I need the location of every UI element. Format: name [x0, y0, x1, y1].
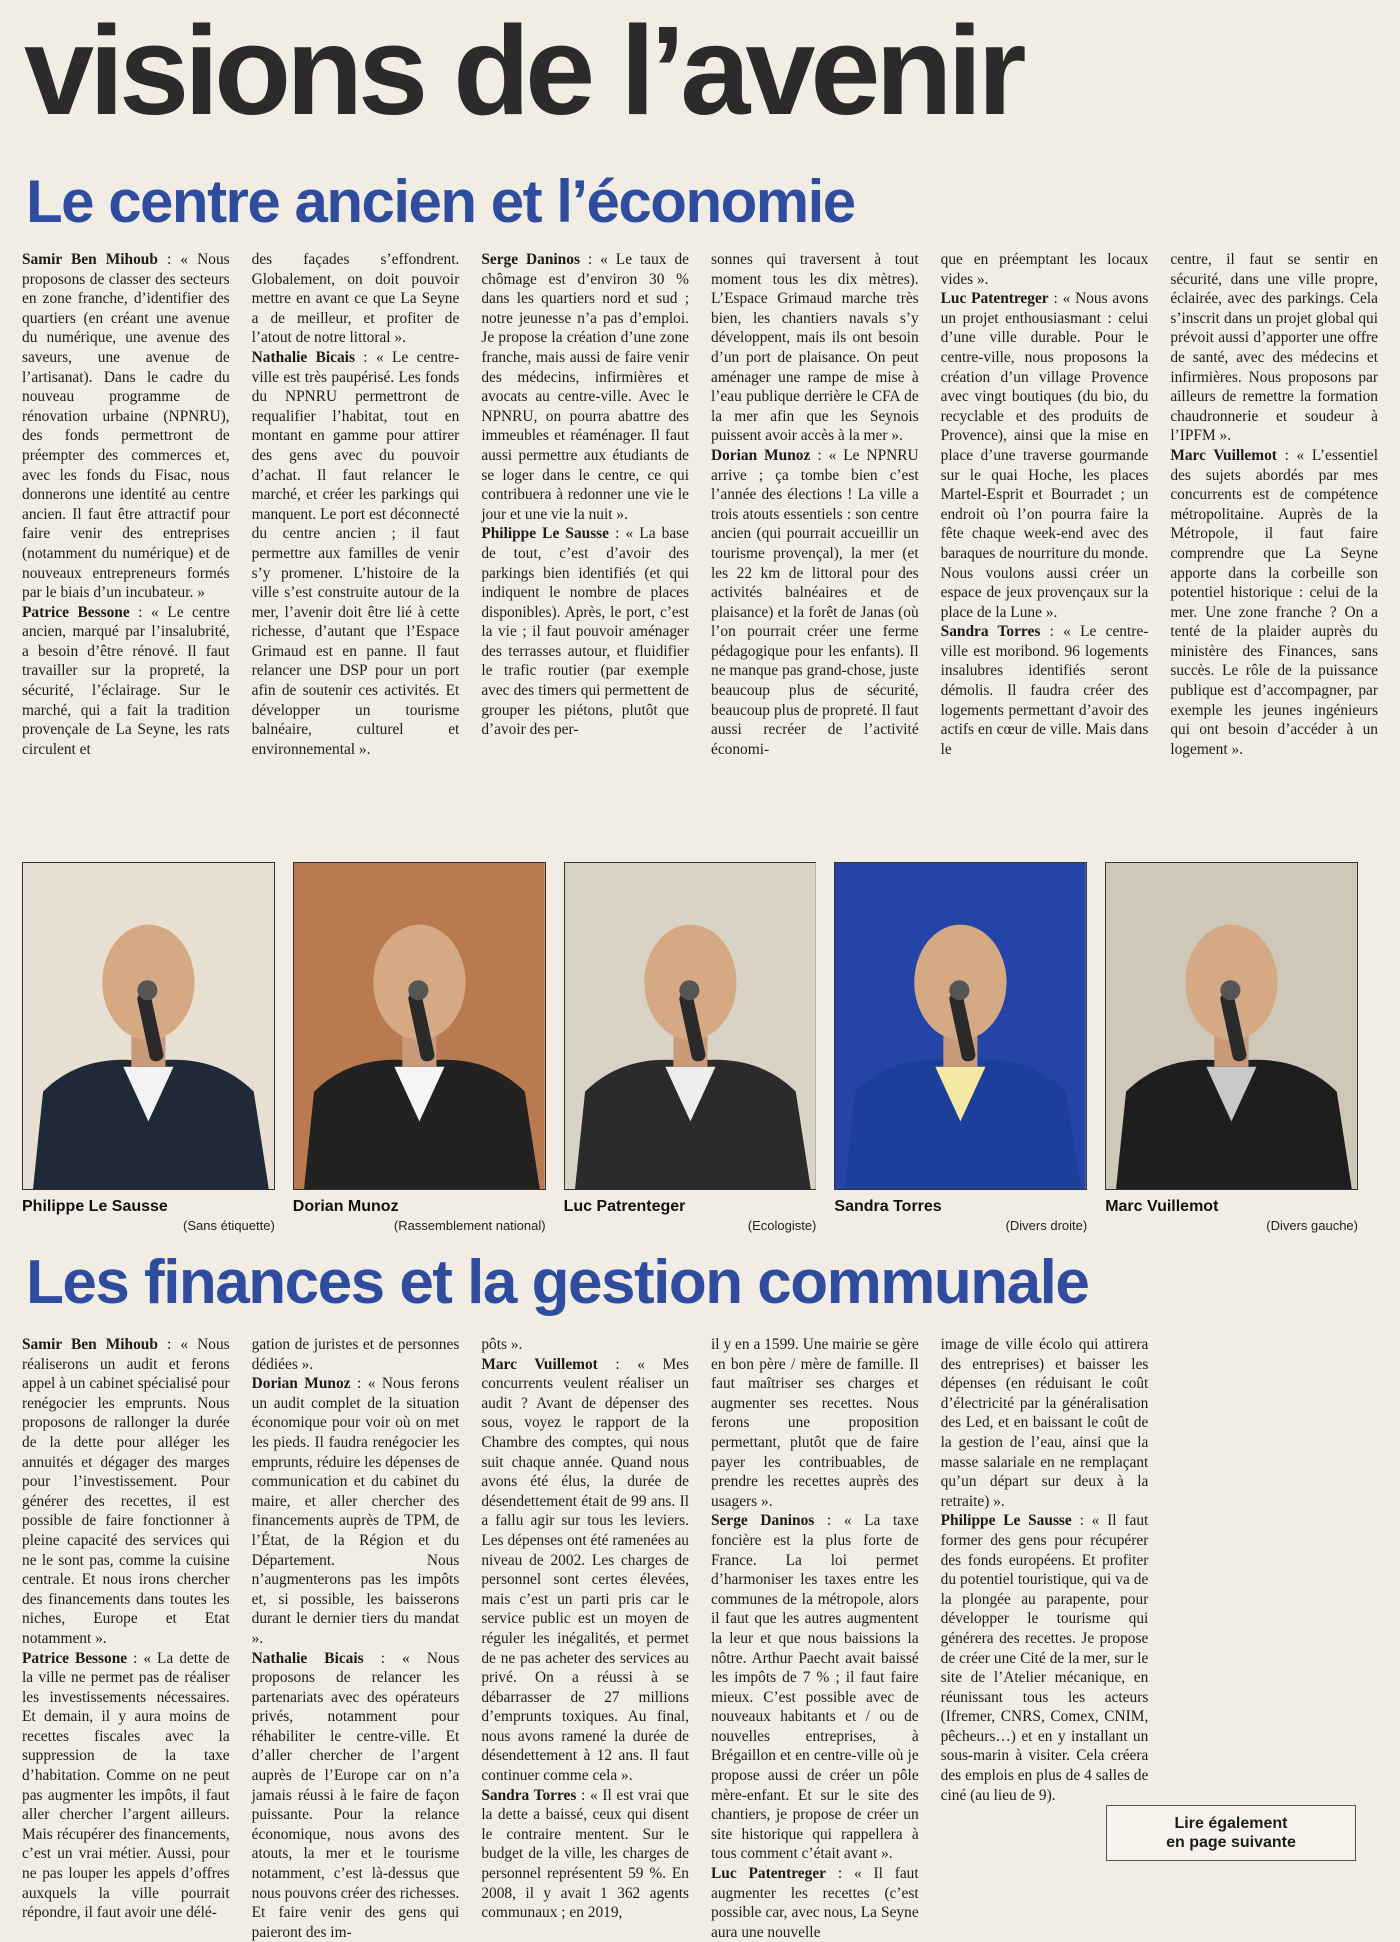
text-column — [252, 1335, 460, 1942]
text-column — [252, 250, 460, 830]
paragraph — [481, 1355, 689, 1786]
paragraph — [22, 1335, 230, 1649]
speaker-name: Luc Patentreger — [711, 1865, 826, 1882]
paragraph — [711, 1335, 919, 1511]
paragraph — [22, 1649, 230, 1923]
paragraph — [711, 446, 919, 760]
paragraph — [481, 524, 689, 740]
paragraph — [481, 250, 689, 524]
paragraph — [252, 1335, 460, 1374]
speaker-name: Nathalie Bicais — [252, 1650, 364, 1667]
paragraph — [941, 1511, 1149, 1805]
text-column — [711, 250, 919, 830]
speaker-name: Sandra Torres — [481, 1787, 576, 1804]
paragraph-text: centre, il faut se sentir en sécurité, dans une ville propre, éclairée, avec des parkings. Cela s’inscrit dans un projet global qui prévoit aussi d’apporter une offre de santé, avec des médecins et infirmières. Nous proposons par ailleurs de remettre la formation chaudronnerie et soudeur à l’IPFM ». — [1170, 251, 1378, 444]
speaker-name: Philippe Le Sausse — [941, 1512, 1072, 1529]
paragraph-text: : « Le centre-ville est moribond. 96 logements insalubres identifiés seront démolis. Il faudra créer des logements permettant d’avoir des actifs en cœur de ville. Mais dans le — [941, 623, 1149, 758]
speaker-name: Dorian Munoz — [711, 447, 810, 464]
candidate-party: (Divers gauche) — [1105, 1218, 1358, 1233]
speaker-name: Luc Patentreger — [941, 290, 1049, 307]
candidate-card — [834, 862, 1087, 1233]
paragraph — [941, 289, 1149, 622]
candidate-card — [564, 862, 817, 1233]
speaker-name: Marc Vuillemot — [1170, 447, 1277, 464]
candidate-name: Marc Vuillemot — [1105, 1198, 1358, 1216]
paragraph-text: : « Il faut former des gens pour récupérer des fonds européens. Et profiter du potentiel touristique, qui va de la plongée au parapente, pour développer le tourisme qui générera des recettes. Je propose de créer une Cité de la mer, sur le site de l’Atelier mécanique, en réunissant tous les acteurs (Ifremer, CNRS, Comex, CNIM, pêcheurs…) et en y installant un sous-marin à visiter. Cela créera des emplois en plus de 4 salles de ciné (au lieu de 9). — [941, 1512, 1149, 1803]
speaker-name: Philippe Le Sausse — [481, 525, 609, 542]
candidate-card — [22, 862, 275, 1233]
speaker-name: Nathalie Bicais — [252, 349, 355, 366]
text-column — [481, 1335, 689, 1942]
paragraph-text: : « Nous avons un projet enthousiasmant : celui d’une ville durable. Pour le centre-ville, nous proposons la création d’un village Provence avec vingt boutiques (du bio, du recyclable et des produits de Provence), ainsi que la mise en place d’une traverse gourmande sur le quai Hoche, les places Martel-Esprit et Bourradet ; un endroit où l’on pourra faire la fête chaque week-end avec des baraques de nourriture du monde. Nous voulons aussi créer un espace de jeux provençaux sur la place de la Lune ». — [941, 290, 1149, 621]
candidate-photo — [564, 862, 817, 1190]
paragraph — [941, 250, 1149, 289]
paragraph — [711, 250, 919, 446]
text-column — [1170, 250, 1378, 830]
paragraph — [481, 1786, 689, 1923]
section-title-finances: Les finances et la gestion communale — [26, 1252, 1088, 1314]
candidate-photo — [834, 862, 1087, 1190]
section-title-economy: Le centre ancien et l’économie — [26, 172, 855, 232]
speaker-name: Serge Daninos — [481, 251, 580, 268]
read-also-line2: en page suivante — [1107, 1833, 1355, 1852]
paragraph-text: des façades s’effondrent. Globalement, on doit pouvoir mettre en avant ce que La Seyne a de meilleur, et profiter de l’atout de notre littoral ». — [252, 251, 460, 346]
candidate-photo — [293, 862, 546, 1190]
paragraph — [941, 1335, 1149, 1511]
paragraph — [252, 1374, 460, 1648]
speaker-name: Serge Daninos — [711, 1512, 814, 1529]
paragraph-text: : « Le centre-ville est très paupérisé. Les fonds du NPNRU permettront de requalifier l’habitat, tout en montant en gamme pour attirer des gens avec du pouvoir d’achat. Il faut relancer le marché, et créer les parkings qui manquent. Le port est déconnecté du centre ancien ; il faut permettre aux familles de venir s’y promener. L’histoire de la ville s’est construite autour de la mer, l’avenir doit être lié à cette richesse, d’autant que l’Espace Grimaud est en panne. Il faut relancer une DSP pour un port afin de soutenir ces activités. Et développer un tourisme balnéaire, culturel et environnemental ». — [252, 349, 460, 758]
candidate-party: (Ecologiste) — [564, 1218, 817, 1233]
paragraph-text: sonnes qui traversent à tout moment tous les dix mètres). L’Espace Grimaud marche très bien, les chantiers navals s’y développent, mais ils ont besoin d’un port de plaisance. On peut aménager une rampe de mise à l’eau publique derrière le CFA de la mer afin que les Seynois puissent avoir accès à la mer ». — [711, 251, 919, 444]
text-column — [22, 250, 230, 830]
paragraph-text: : « Il est vrai que la dette a baissé, ceux qui disent le contraire mentent. Sur le budget de la ville, les charges de personnel représentent 59 %. En 2008, il y avait 1 362 agents communaux ; en 2019, — [481, 1787, 689, 1922]
article-columns-economy — [22, 250, 1378, 830]
paragraph — [22, 250, 230, 603]
speaker-name: Patrice Bessone — [22, 604, 130, 621]
paragraph-text: : « Nous réaliserons un audit et ferons appel à un cabinet spécialisé pour renégocier les emprunts. Nous proposons de rallonger la durée de la dette pour alléger les annuités et dégager des marges pour l’investissement. Pour générer des recettes, il est possible de faire fonctionner à pleine capacité des services qui ne le sont pas, comme la cuisine centrale. Et nous irons chercher des financements dans toutes les niches, Europe et Etat notamment ». — [22, 1336, 230, 1647]
candidate-name: Sandra Torres — [834, 1198, 1087, 1216]
paragraph-text: : « Nous ferons un audit complet de la situation économique pour voir où on met les pieds. Il faudra renégocier les emprunts, réduire les dépenses de communication et du cabinet du maire, et aller chercher des financements auprès de TPM, de l’État, de la Région et du Département. Nous n’augmenterons pas les impôts et, si possible, les baisserons durant le dernier tiers du mandat ». — [252, 1375, 460, 1647]
paragraph-text: il y en a 1599. Une mairie se gère en bon père / mère de famille. Il faut maîtriser ses charges et augmenter ses recettes. Nous ferons une proposition permettant, plutôt que de faire payer les contribuables, de prendre les recettes auprès des usagers ». — [711, 1336, 919, 1510]
paragraph-text: gation de juristes et de personnes dédiées ». — [252, 1336, 460, 1373]
paragraph-text: : « Le NPNRU arrive ; ça tombe bien c’est l’année des élections ! La ville a trois atouts essentiels : son centre ancien (qui pourrait accueillir un tourisme provençal), la mer (et les 22 km de littoral pour des activités balnéaires et de plaisance) et la forêt de Janas (où l’on pourrait créer une ferme pédagogique pour les enfants). Il ne manque pas grand-chose, juste beaucoup plus de sécurité, beaucoup plus de propreté. Il faut aussi recréer de l’activité économi- — [711, 447, 919, 758]
speaker-name: Patrice Bessone — [22, 1650, 127, 1667]
text-column — [941, 250, 1149, 830]
paragraph-text: : « Il faut augmenter les recettes (c’est possible car, avec nous, La Seyne aura une nouvelle — [711, 1865, 919, 1941]
candidate-party: (Sans étiquette) — [22, 1218, 275, 1233]
paragraph — [22, 603, 230, 760]
speaker-name: Samir Ben Mihoub — [22, 1336, 158, 1353]
paragraph-text: : « Le taux de chômage est d’environ 30 % dans les quartiers nord et sud ; notre jeunesse n’a pas d’emploi. Je propose la création d’une zone franche, mais aussi de faire venir des médecins, infirmières et avocats au centre-ville. Avec le NPNRU, on pourra abattre des immeubles et réaménager. Il faut aussi permettre aux étudiants de se loger dans le centre, ce qui contribuera à redonner une vie le jour et une vie la nuit ». — [481, 251, 689, 523]
candidate-photo — [1105, 862, 1358, 1190]
paragraph — [252, 348, 460, 759]
speaker-name: Samir Ben Mihoub — [22, 251, 158, 268]
paragraph — [711, 1864, 919, 1942]
speaker-name: Sandra Torres — [941, 623, 1041, 640]
candidate-party: (Divers droite) — [834, 1218, 1087, 1233]
paragraph-text: : « La dette de la ville ne permet pas de réaliser les investissements nécessaires. Et demain, il y aura moins de recettes fiscales avec la suppression de la taxe d’habitation. Comme on ne peut pas augmenter les impôts, il faut aller chercher l’argent ailleurs. Mais récupérer des financements, c’est un vrai métier. Aussi, pour ne pas louper les appels d’offres auxquels la ville pourrait répondre, il faut avoir une délé- — [22, 1650, 230, 1922]
text-column — [481, 250, 689, 830]
paragraph — [252, 1649, 460, 1942]
candidate-card — [293, 862, 546, 1233]
candidate-name: Luc Patrenteger — [564, 1198, 817, 1216]
paragraph-text: : « Mes concurrents veulent réaliser un audit ? Avant de dépenser des sous, voyez le rapport de la Chambre des comptes, qui nous suit chaque année. Quand nous avons été élus, la durée de désendettement était de 99 ans. Il a fallu agir sur tous les leviers. Les dépenses ont été ramenées au niveau de 2002. Les charges de personnel sont certes élevées, mais c’est un parti pris car le service public est un moyen de réguler les inégalités, et permet de ne pas acheter des services au privé. On a réussi à se débarrasser de 27 millions d’emprunts toxiques. Au final, nous avons ramené la durée de désendettement à 12 ans. Il faut continuer comme cela ». — [481, 1356, 689, 1784]
paragraph-text: : « L’essentiel des sujets abordés par mes concurrents est de compétence métropolitaine. Auprès de la Métropole, il faut faire comprendre que La Seyne apporte dans la corbeille son potentiel historique : celui de la mer. Une zone franche ? On a tenté de la plaider auprès du ministère des Finances, sans succès. Le rôle de la puissance publique est d’accompagner, par exemple les jeunes ingénieurs qui ont besoin d’accéder à un logement ». — [1170, 447, 1378, 758]
paragraph — [252, 250, 460, 348]
paragraph-text: que en préemptant les locaux vides ». — [941, 251, 1149, 288]
paragraph — [941, 622, 1149, 759]
speaker-name: Dorian Munoz — [252, 1375, 351, 1392]
paragraph — [1170, 250, 1378, 446]
candidate-photo — [22, 862, 275, 1190]
page-headline: visions de l’avenir — [24, 8, 1021, 134]
text-column — [22, 1335, 230, 1942]
candidate-photos-row — [22, 862, 1358, 1233]
candidate-card — [1105, 862, 1358, 1233]
paragraph-text: pôts ». — [481, 1336, 522, 1353]
paragraph-text: : « Nous proposons de relancer les partenariats avec des opérateurs privés, notamment pour réhabiliter le centre-ville. Et d’aller chercher de l’argent auprès de l’Europe car on n’a jamais réussi à le faire de façon puissante. Pour la relance économique, nous avons des atouts, la mer et le tourisme notamment, c’est là-dessus que nous pouvons créer des richesses. Et faire venir des gens qui paieront des im- — [252, 1650, 460, 1941]
read-also-line1: Lire également — [1107, 1814, 1355, 1833]
text-column — [711, 1335, 919, 1942]
paragraph-text: : « La base de tout, c’est d’avoir des parkings bien identifiés (et qui indiquent le nombre de places disponibles). Après, le port, c’est la vie ; il faut pouvoir aménager des terrasses autour, et fluidifier le trafic routier (par exemple avec des timers qui permettent de grouper les piétons, plutôt que d’avoir des per- — [481, 525, 689, 738]
candidate-name: Dorian Munoz — [293, 1198, 546, 1216]
paragraph — [711, 1511, 919, 1864]
paragraph-text: image de ville écolo qui attirera des entreprises) et baisser les dépenses (en réduisant le coût d’électricité par la généralisation des Led, et en baissant le coût de la gestion de l’eau, ainsi que la masse salariale en ne remplaçant qu’un départ sur deux à la retraite) ». — [941, 1336, 1149, 1510]
candidate-name: Philippe Le Sausse — [22, 1198, 275, 1216]
paragraph-text: : « Nous proposons de classer des secteurs en zone franche, d’identifier des quartiers (en créant une avenue du numérique, une avenue des saveurs, une avenue de l’artisanat). Dans le cadre du nouveau programme de rénovation urbaine (NPNRU), des fonds permettront de préempter des commerces et, avec les fonds du Fisac, nous donnerons une identité au centre ancien. Il faut être attractif pour faire venir des entreprises (notamment du numérique) et de nouveaux entrepreneurs formés par le biais d’un incubateur. » — [22, 251, 230, 601]
candidate-party: (Rassemblement national) — [293, 1218, 546, 1233]
paragraph-text: : « Le centre ancien, marqué par l’insalubrité, a besoin d’être rénové. Il faut travailler sur la propreté, la sécurité, l’éclairage. Sur le marché, qui a fait la tradition provençale de La Seyne, les rats circulent et — [22, 604, 230, 758]
paragraph — [481, 1335, 689, 1355]
read-also-box — [1106, 1805, 1356, 1861]
speaker-name: Marc Vuillemot — [481, 1356, 597, 1373]
paragraph-text: : « La taxe foncière est la plus forte de France. La loi permet d’harmoniser les taxes entre les communes de la métropole, alors il faut que les autres augmentent la leur et que nous baissions la nôtre. Arthur Paecht avait baissé les impôts de 7 % ; il faut faire mieux. C’est possible avec de nouveaux habitants et / ou de nouvelles entreprises, à Brégaillon et en centre-ville où je propose aussi de créer un pôle mère-enfant. Et sur le site des chantiers, je propose de créer un site historique qui rappellera à tous comment c’était avant ». — [711, 1512, 919, 1862]
paragraph — [1170, 446, 1378, 760]
